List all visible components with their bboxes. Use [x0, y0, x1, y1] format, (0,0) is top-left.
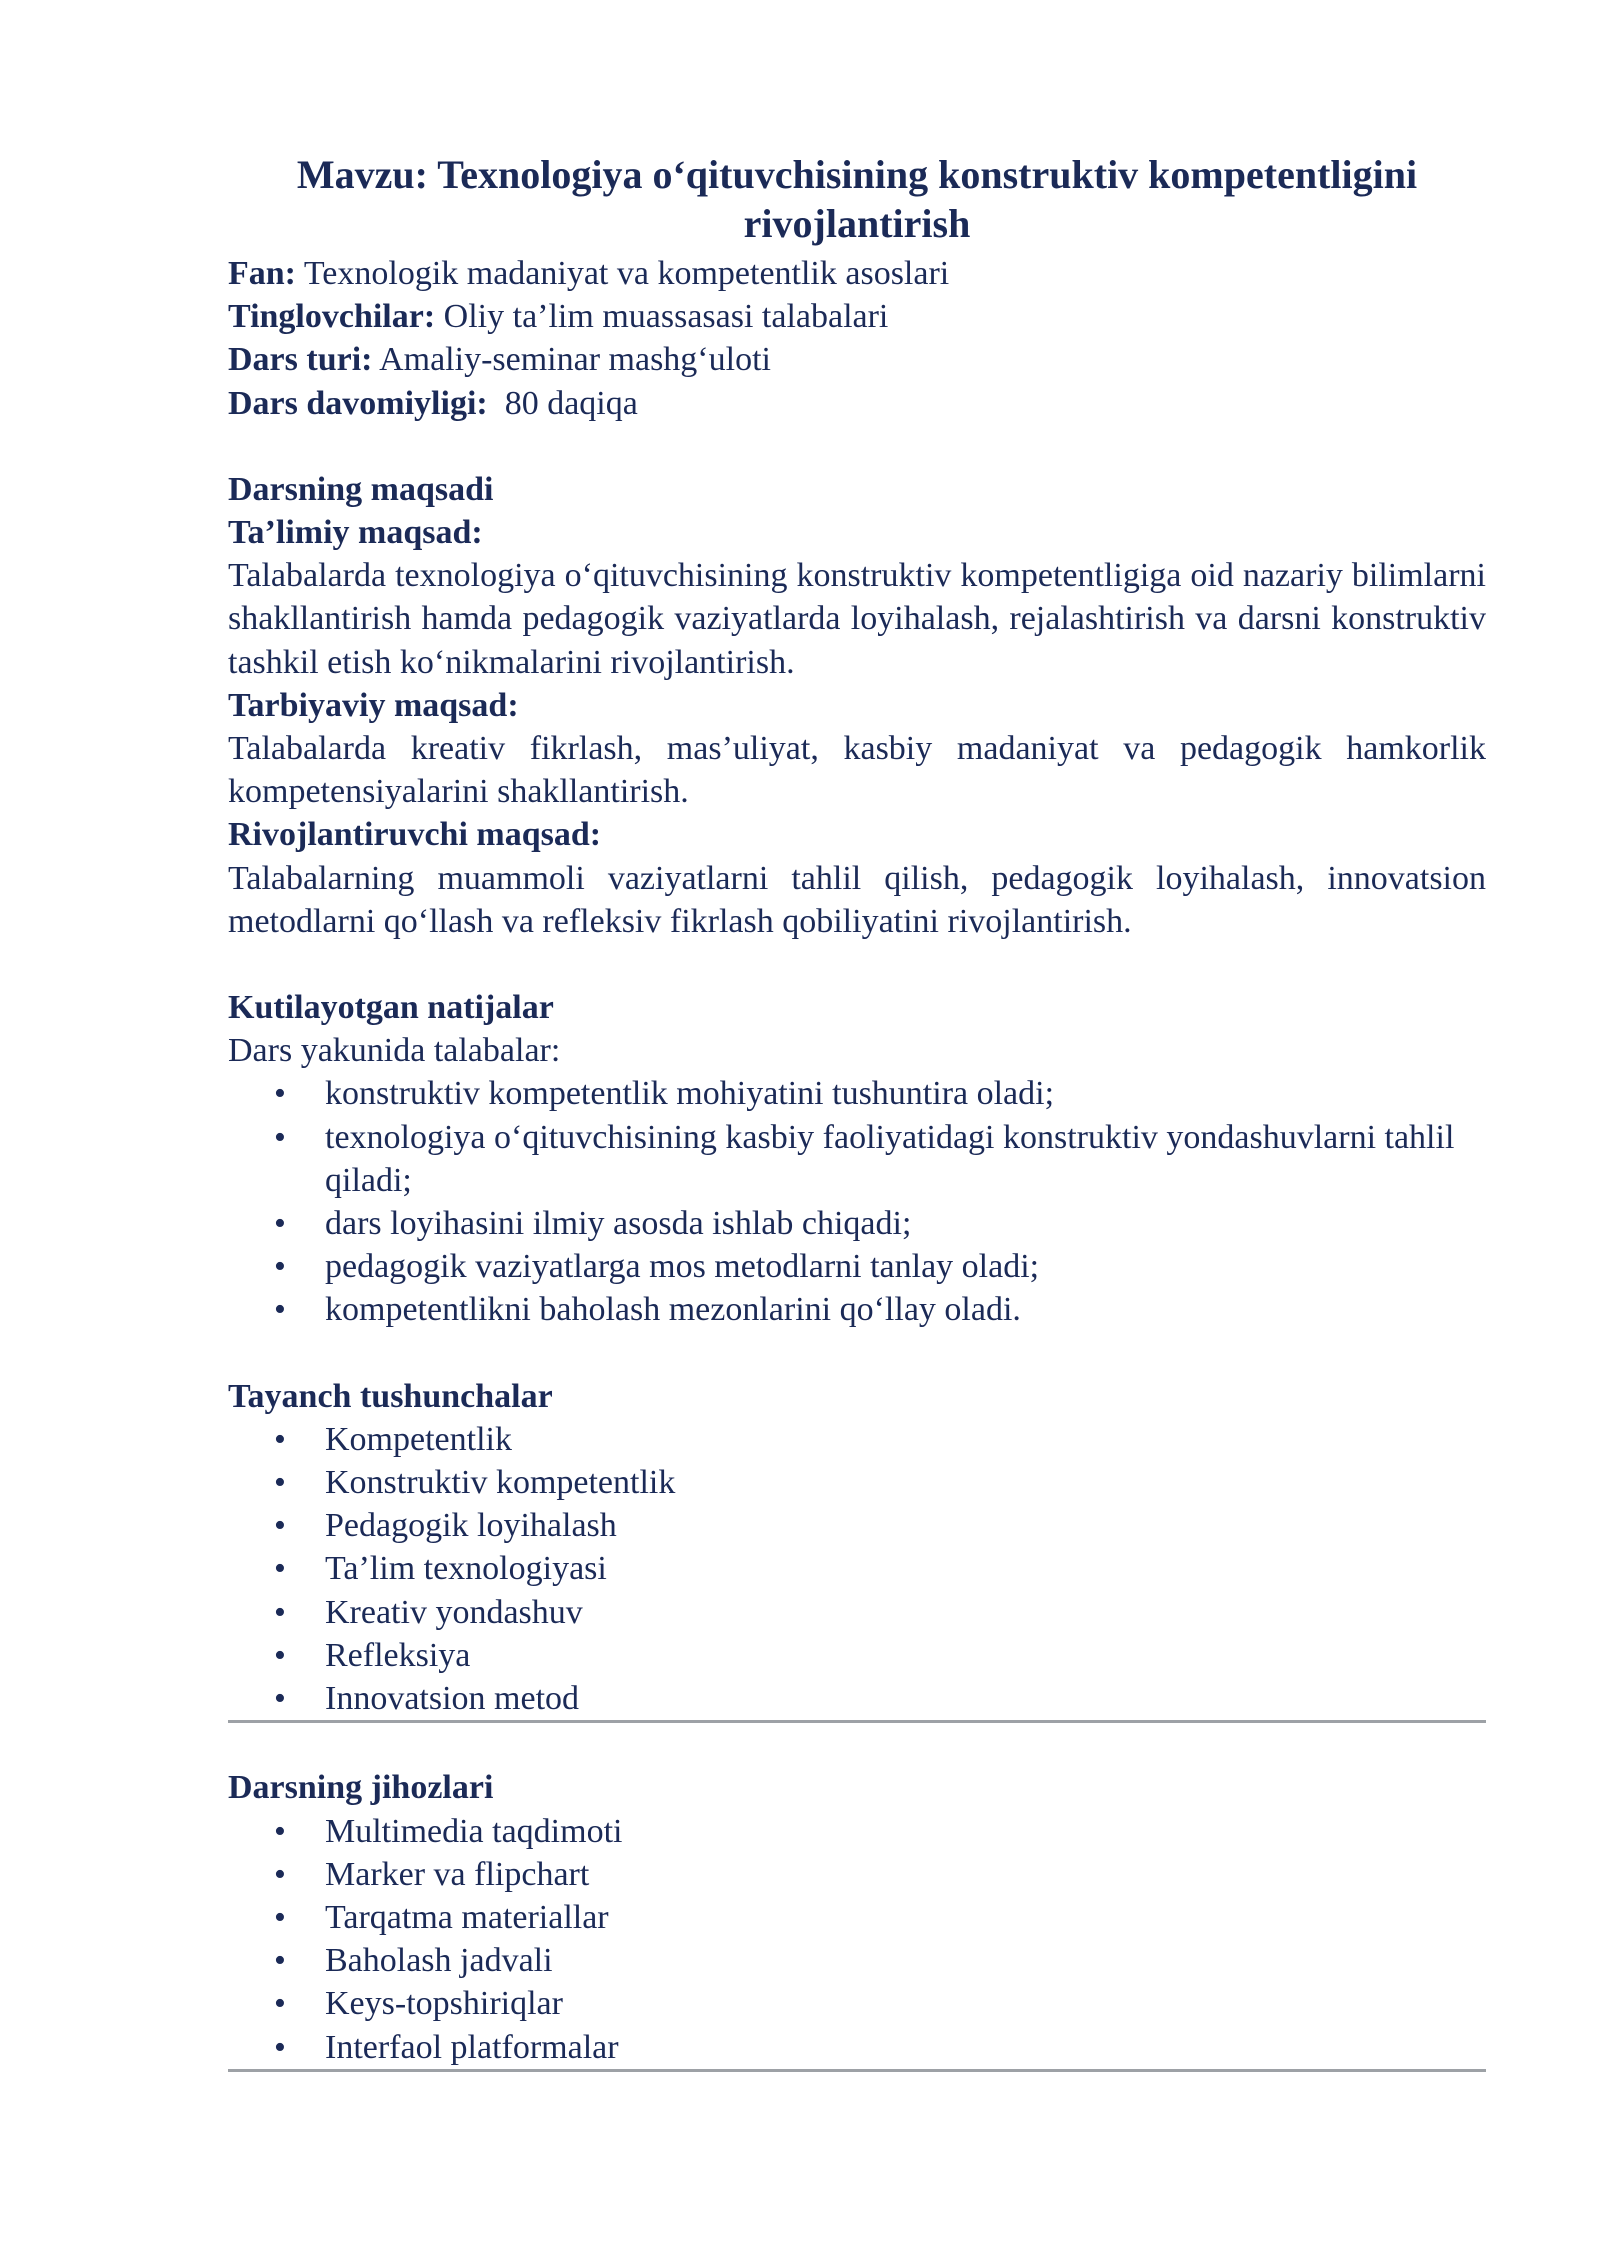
list-item-text: konstruktiv kompetentlik mohiyatini tushuntira oladi;	[325, 1075, 1055, 1113]
bullet-icon: •	[274, 1593, 286, 1631]
bullet-icon: •	[274, 1420, 286, 1458]
educational-goal-label: Ta’limiy maqsad:	[228, 514, 483, 552]
meta-audience-label: Tinglovchilar:	[228, 298, 436, 336]
bullet-icon: •	[274, 1942, 286, 1980]
results-list	[228, 1072, 1486, 1331]
list-item	[228, 1288, 1486, 1331]
concepts-heading: Tayanch tushunchalar	[228, 1377, 553, 1415]
bullet-icon: •	[274, 1118, 286, 1156]
list-item	[228, 1982, 1486, 2025]
bullet-icon: •	[274, 1248, 286, 1286]
bullet-icon: •	[274, 1205, 286, 1243]
meta-duration-label: Dars davomiyligi:	[228, 384, 488, 422]
bullet-icon: •	[274, 1550, 286, 1588]
list-item	[228, 2026, 1486, 2069]
upbringing-goal-text: Talabalarda kreativ fikrlash, mas’uliyat, kasbiy madaniyat va pedagogik hamkorlik kompetensiyalarini shakllantirish.	[228, 730, 1486, 811]
list-item-text: kompetentlikni baholash mezonlarini qo‘llay oladi.	[325, 1291, 1021, 1329]
meta-duration	[228, 382, 1486, 425]
list-item-text: Innovatsion metod	[325, 1680, 580, 1718]
list-item-text: Konstruktiv kompetentlik	[325, 1464, 676, 1502]
bullet-icon: •	[274, 1464, 286, 1502]
list-item	[228, 1853, 1486, 1896]
list-item-text: Keys-topshiriqlar	[325, 1985, 563, 2023]
list-item	[228, 1461, 1486, 1504]
bullet-icon: •	[274, 1680, 286, 1718]
list-item	[228, 1504, 1486, 1547]
list-item	[228, 1939, 1486, 1982]
list-item-text: Refleksiya	[325, 1636, 471, 1674]
meta-audience	[228, 295, 1486, 338]
educational-goal-text: Talabalarda texnologiya o‘qituvchisining konstruktiv kompetentligiga oid nazariy bilimlarni shakllantirish hamda pedagogik vaziyatlarda loyihalash, rejalashtirish va darsni konstruktiv tashkil etish ko‘nikmalarini rivojlantirish.	[228, 557, 1486, 681]
bullet-icon: •	[274, 1812, 286, 1850]
list-item-text: Multimedia taqdimoti	[325, 1812, 623, 1850]
equipment-heading: Darsning jihozlari	[228, 1769, 494, 1807]
list-item-text: Interfaol platformalar	[325, 2028, 619, 2066]
list-item-text: dars loyihasini ilmiy asosda ishlab chiqadi;	[325, 1205, 912, 1243]
list-item-text: Kreativ yondashuv	[325, 1593, 583, 1631]
bullet-icon: •	[274, 1507, 286, 1545]
upbringing-goal-label: Tarbiyaviy maqsad:	[228, 686, 519, 724]
list-item	[228, 1418, 1486, 1461]
meta-lesson-type-label: Dars turi:	[228, 341, 373, 379]
document-page	[228, 150, 1486, 2072]
meta-audience-value: Oliy ta’lim muassasasi talabalari	[435, 298, 889, 336]
bullet-icon: •	[274, 1985, 286, 2023]
list-item-text: Pedagogik loyihalash	[325, 1507, 617, 1545]
bullet-icon: •	[274, 1898, 286, 1936]
list-item	[228, 1245, 1486, 1288]
section-divider	[228, 2069, 1486, 2072]
developmental-goal-label: Rivojlantiruvchi maqsad:	[228, 816, 602, 854]
list-item-text: Tarqatma materiallar	[325, 1898, 609, 1936]
list-item	[228, 1072, 1486, 1115]
list-item	[228, 1202, 1486, 1245]
list-item-text: texnologiya o‘qituvchisining kasbiy faoliyatidagi konstruktiv yondashuvlarni tahlil qiladi;	[325, 1118, 1455, 1199]
list-item	[228, 1547, 1486, 1590]
list-item	[228, 1677, 1486, 1720]
meta-lesson-type	[228, 338, 1486, 381]
meta-subject-label: Fan:	[228, 255, 296, 292]
concepts-list	[228, 1418, 1486, 1720]
bullet-icon: •	[274, 1855, 286, 1893]
meta-duration-value: 80 daqiqa	[487, 384, 638, 422]
list-item	[228, 1810, 1486, 1853]
goals-heading: Darsning maqsadi	[228, 470, 494, 508]
list-item-text: pedagogik vaziyatlarga mos metodlarni tanlay oladi;	[325, 1248, 1040, 1286]
meta-subject-value: Texnologik madaniyat va kompetentlik asoslari	[296, 255, 950, 292]
list-item	[228, 1116, 1486, 1202]
list-item	[228, 1896, 1486, 1939]
developmental-goal-text: Talabalarning muammoli vaziyatlarni tahlil qilish, pedagogik loyihalash, innovatsion metodlarni qo‘llash va refleksiv fikrlash qobiliyatini rivojlantirish.	[228, 859, 1486, 940]
list-item-text: Kompetentlik	[325, 1420, 512, 1458]
results-heading: Kutilayotgan natijalar	[228, 989, 554, 1027]
list-item-text: Baholash jadvali	[325, 1942, 553, 1980]
list-item	[228, 1634, 1486, 1677]
equipment-list	[228, 1810, 1486, 2069]
bullet-icon: •	[274, 1075, 286, 1113]
bullet-icon: •	[274, 2028, 286, 2066]
bullet-icon: •	[274, 1291, 286, 1329]
list-item	[228, 1591, 1486, 1634]
list-item-text: Marker va flipchart	[325, 1855, 590, 1893]
document-title: Mavzu: Texnologiya o‘qituvchisining konstruktiv kompetentligini rivojlantirish	[296, 152, 1418, 246]
meta-subject	[228, 252, 1486, 295]
results-intro: Dars yakunida talabalar:	[228, 1032, 561, 1070]
meta-lesson-type-value: Amaliy-seminar mashg‘uloti	[372, 341, 771, 379]
bullet-icon: •	[274, 1636, 286, 1674]
list-item-text: Ta’lim texnologiyasi	[325, 1550, 607, 1588]
